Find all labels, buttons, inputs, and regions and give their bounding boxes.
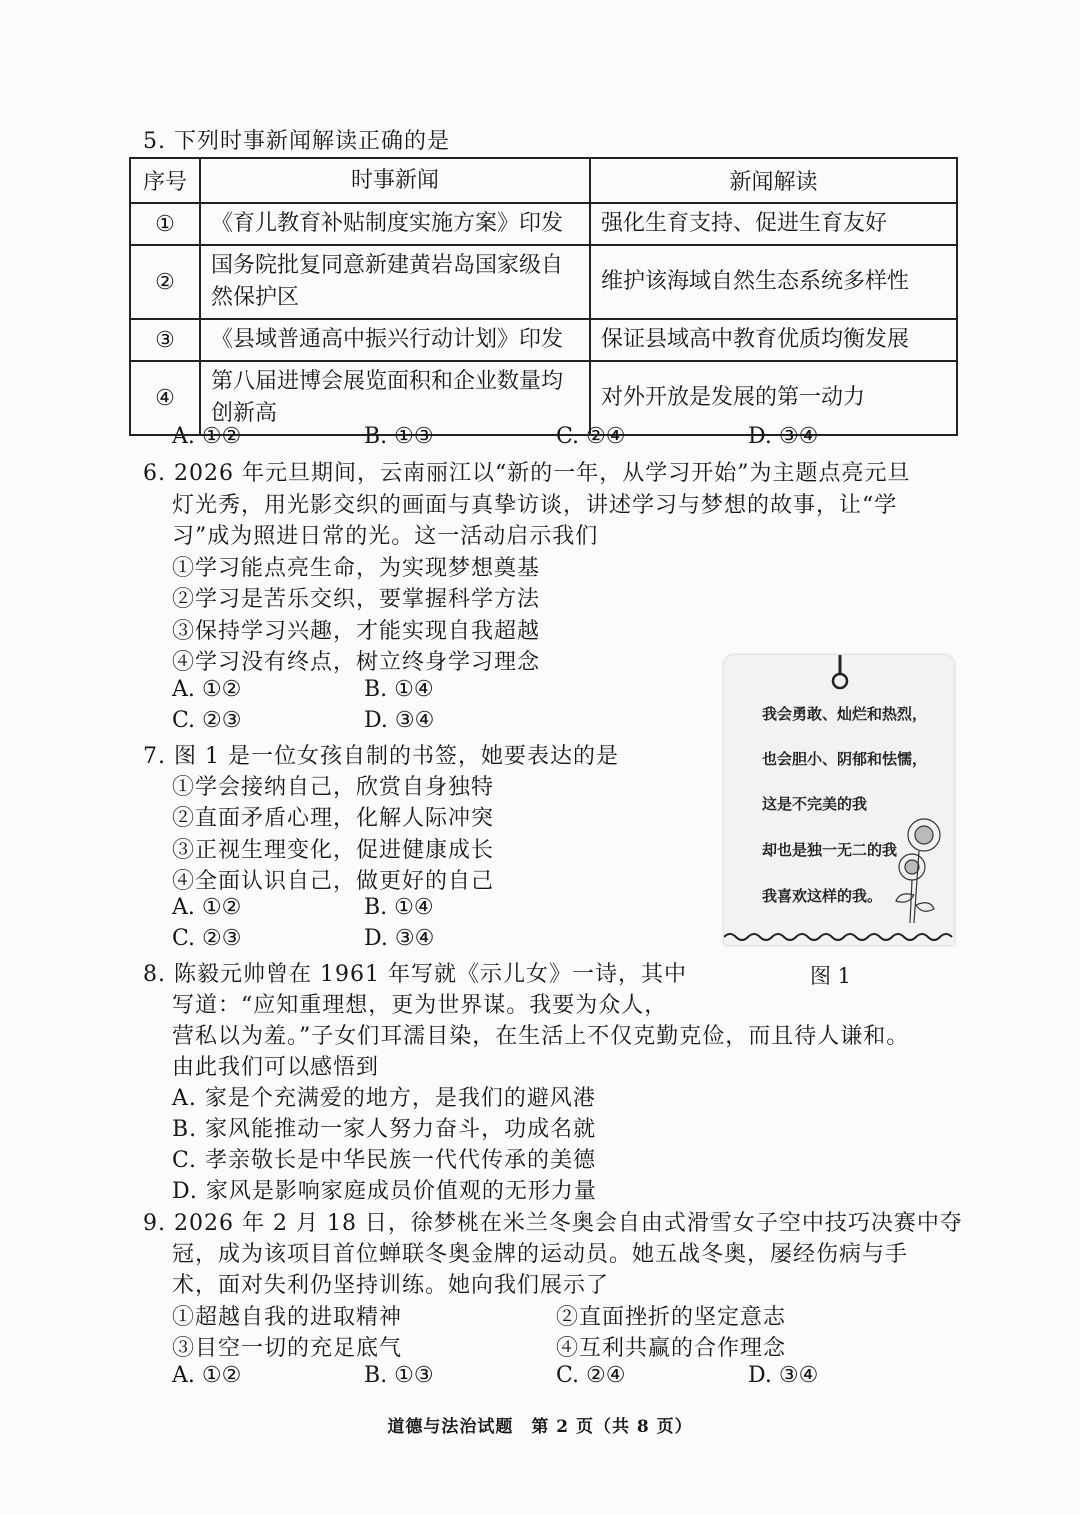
page-footer: 道德与法治试题 第 2 页（共 8 页） <box>387 1417 693 1437</box>
bookmark-line: 我喜欢这样的我。 <box>762 887 883 905</box>
q8-option-b: B. 家风能推动一家人努力奋斗，功成名就 <box>172 1117 597 1142</box>
bookmark-line: 这是不完美的我 <box>762 795 868 813</box>
q9-option-a: A. ①② <box>172 1363 242 1388</box>
table-row <box>130 361 957 435</box>
table-header-row <box>130 158 957 203</box>
bookmark-line: 却也是独一无二的我 <box>762 841 898 859</box>
q6-stem-line: 6. 2026 年元旦期间，云南丽江以“新的一年，从学习开始”为主题点亮元旦 <box>143 461 911 486</box>
row-no: ③ <box>130 319 200 361</box>
q9-stem-line: 冠，成为该项目首位蝉联冬奥金牌的运动员。她五战冬奥，屡经伤病与手 <box>172 1242 909 1267</box>
q5-stem: 5. 下列时事新闻解读正确的是 <box>143 129 450 154</box>
q6-stem-line: 灯光秀，用光影交织的画面与真挚访谈，讲述学习与梦想的故事，让“学 <box>172 493 898 518</box>
q7-item: ③正视生理变化，促进健康成长 <box>172 838 495 863</box>
bookmark-line: 也会胆小、阴郁和怯懦， <box>762 750 928 768</box>
q7-option-d: D. ③④ <box>364 926 435 951</box>
sunflower-icon <box>896 819 940 923</box>
row-news: 《县域普通高中振兴行动计划》印发 <box>200 319 590 361</box>
row-reading: 对外开放是发展的第一动力 <box>590 361 957 435</box>
q9-stem-line: 9. 2026 年 2 月 18 日，徐梦桃在米兰冬奥会自由式滑雪女子空中技巧决赛中夺 <box>143 1211 963 1236</box>
wavy-edge <box>724 934 952 940</box>
q8-stem-line: 由此我们可以感悟到 <box>172 1055 380 1080</box>
q7-option-a: A. ①② <box>172 895 242 920</box>
q5-option-d: D. ③④ <box>748 424 819 449</box>
q6-item: ④学习没有终点，树立终身学习理念 <box>172 650 541 675</box>
header-reading: 新闻解读 <box>590 158 957 203</box>
q8-stem-line: 写道：“应知重理想，更为世界谋。我要为众人， <box>172 993 668 1018</box>
figure-caption: 图 1 <box>810 964 852 988</box>
news-table <box>129 157 958 436</box>
q5-option-a: A. ①② <box>172 424 242 449</box>
q9-item: ③目空一切的充足底气 <box>172 1336 403 1361</box>
q9-stem-line: 术，面对失利仍坚持训练。她向我们展示了 <box>172 1273 610 1298</box>
q7-item: ④全面认识自己，做更好的自己 <box>172 869 495 894</box>
q6-option-d: D. ③④ <box>364 708 435 733</box>
q5-option-b: B. ①③ <box>364 424 434 449</box>
q7-item: ①学会接纳自己，欣赏自身独特 <box>172 775 495 800</box>
table-row <box>130 245 957 319</box>
row-no: ④ <box>130 361 200 435</box>
q6-item: ③保持学习兴趣，才能实现自我超越 <box>172 619 541 644</box>
q6-option-c: C. ②③ <box>172 708 242 733</box>
header-no: 序号 <box>130 158 200 203</box>
q9-option-c: C. ②④ <box>556 1363 626 1388</box>
q8-option-d: D. 家风是影响家庭成员价值观的无形力量 <box>172 1179 597 1204</box>
header-news: 时事新闻 <box>200 158 590 203</box>
q6-item: ①学习能点亮生命，为实现梦想奠基 <box>172 556 541 581</box>
q7-option-b: B. ①④ <box>364 895 434 920</box>
q6-stem-line: 习”成为照进日常的光。这一活动启示我们 <box>172 524 599 549</box>
bookmark-line: 我会勇敢、灿烂和热烈， <box>762 705 928 723</box>
q9-item: ④互利共赢的合作理念 <box>556 1336 787 1361</box>
row-news: 《育儿教育补贴制度实施方案》印发 <box>200 203 590 245</box>
table-row <box>130 319 957 361</box>
q8-stem-line: 8. 陈毅元帅曾在 1961 年写就《示儿女》一诗，其中 <box>143 962 687 987</box>
bookmark-figure <box>724 655 954 945</box>
q7-stem: 7. 图 1 是一位女孩自制的书签，她要表达的是 <box>143 744 619 769</box>
q9-option-d: D. ③④ <box>748 1363 819 1388</box>
q8-option-a: A. 家是个充满爱的地方，是我们的避风港 <box>172 1086 596 1111</box>
bookmark-hole <box>833 674 847 688</box>
q8-stem-line: 营私以为羞。”子女们耳濡目染，在生活上不仅克勤克俭，而且待人谦和。 <box>172 1024 910 1049</box>
q6-option-a: A. ①② <box>172 677 242 702</box>
row-reading: 保证县域高中教育优质均衡发展 <box>590 319 957 361</box>
row-news: 国务院批复同意新建黄岩岛国家级自然保护区 <box>200 245 590 319</box>
q9-item: ②直面挫折的坚定意志 <box>556 1305 787 1330</box>
row-news: 第八届进博会展览面积和企业数量均创新高 <box>200 361 590 435</box>
row-reading: 强化生育支持、促进生育友好 <box>590 203 957 245</box>
q7-item: ②直面矛盾心理，化解人际冲突 <box>172 806 495 831</box>
q9-item: ①超越自我的进取精神 <box>172 1305 403 1330</box>
q6-item: ②学习是苦乐交织，要掌握科学方法 <box>172 587 541 612</box>
q6-option-b: B. ①④ <box>364 677 434 702</box>
q9-option-b: B. ①③ <box>364 1363 434 1388</box>
q8-option-c: C. 孝亲敬长是中华民族一代代传承的美德 <box>172 1148 597 1173</box>
table-row <box>130 203 957 245</box>
row-no: ② <box>130 245 200 319</box>
q7-option-c: C. ②③ <box>172 926 242 951</box>
q5-option-c: C. ②④ <box>556 424 626 449</box>
row-no: ① <box>130 203 200 245</box>
row-reading: 维护该海域自然生态系统多样性 <box>590 245 957 319</box>
